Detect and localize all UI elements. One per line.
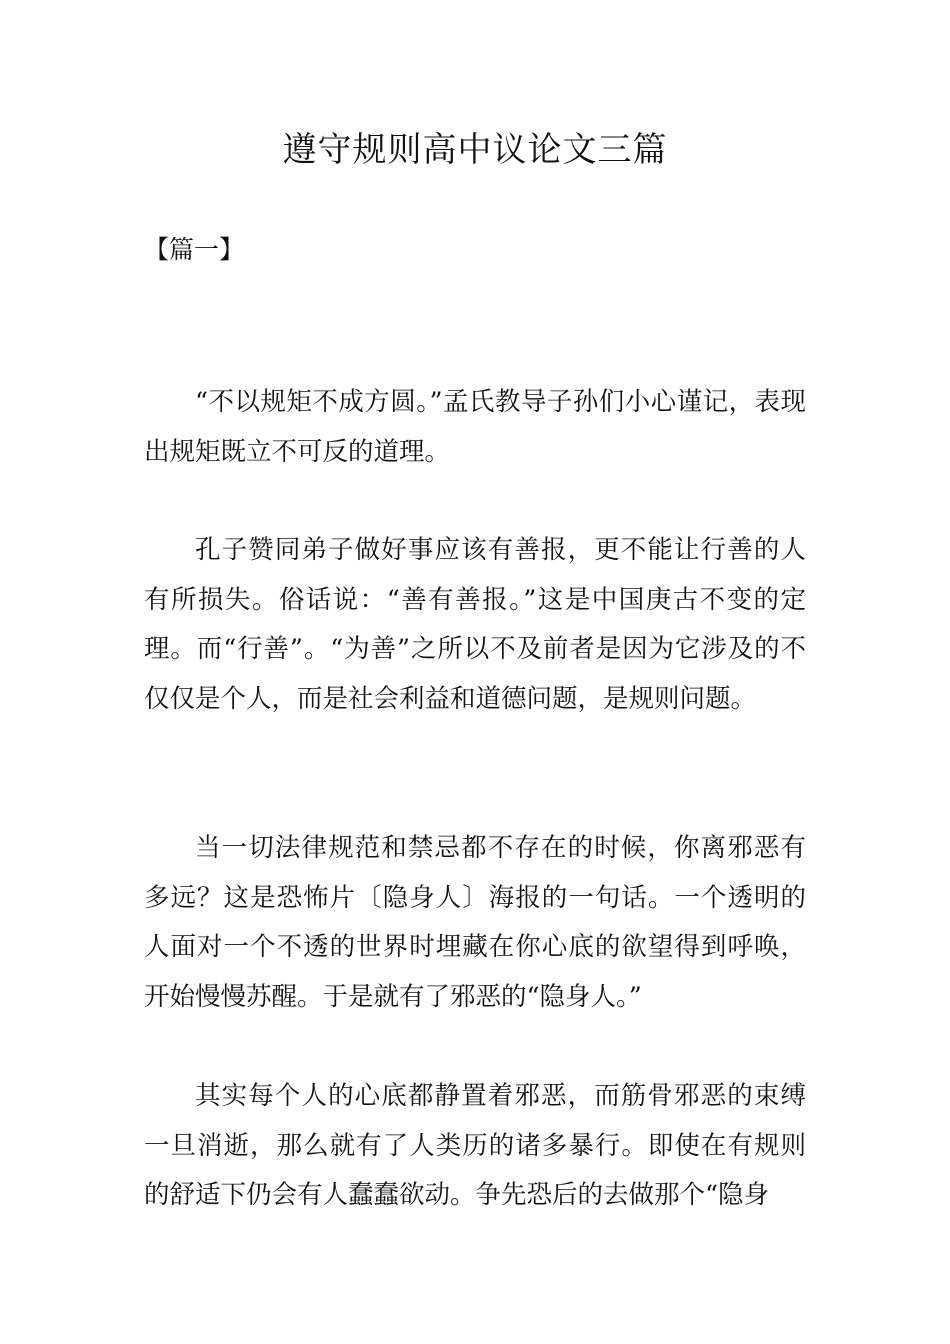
section-label: 【篇一】 bbox=[144, 235, 245, 264]
paragraph-3: 当一切法律规范和禁忌都不存在的时候，你离邪恶有多远？这是恐怖片〔隐身人〕海报的一句话。一个透明的人面对一个不透的世界时埋藏在你心底的欲望得到呼唤，开始慢慢苏醒。于是就有了邪恶的“隐身人。” bbox=[144, 833, 806, 1012]
document-title: 遵守规则高中议论文三篇 bbox=[282, 130, 668, 170]
paragraph-4: 其实每个人的心底都静置着邪恶，而筋骨邪恶的束缚一旦消逝，那么就有了人类历的诸多暴行。即使在有规则的舒适下仍会有人蠢蠢欲动。争先恐后的去做那个“隐身 bbox=[144, 1081, 806, 1210]
paragraph-2: 孔子赞同弟子做好事应该有善报，更不能让行善的人有所损失。俗话说：“善有善报。”这是中国庚古不变的定理。而“行善”。“为善”之所以不及前者是因为它涉及的不仅仅是个人，而是社会利益和道德问题，是规则问题。 bbox=[144, 535, 806, 714]
paragraph-1: “不以规矩不成方圆。”孟氏教导子孙们小心谨记，表现出规矩既立不可反的道理。 bbox=[144, 387, 806, 467]
